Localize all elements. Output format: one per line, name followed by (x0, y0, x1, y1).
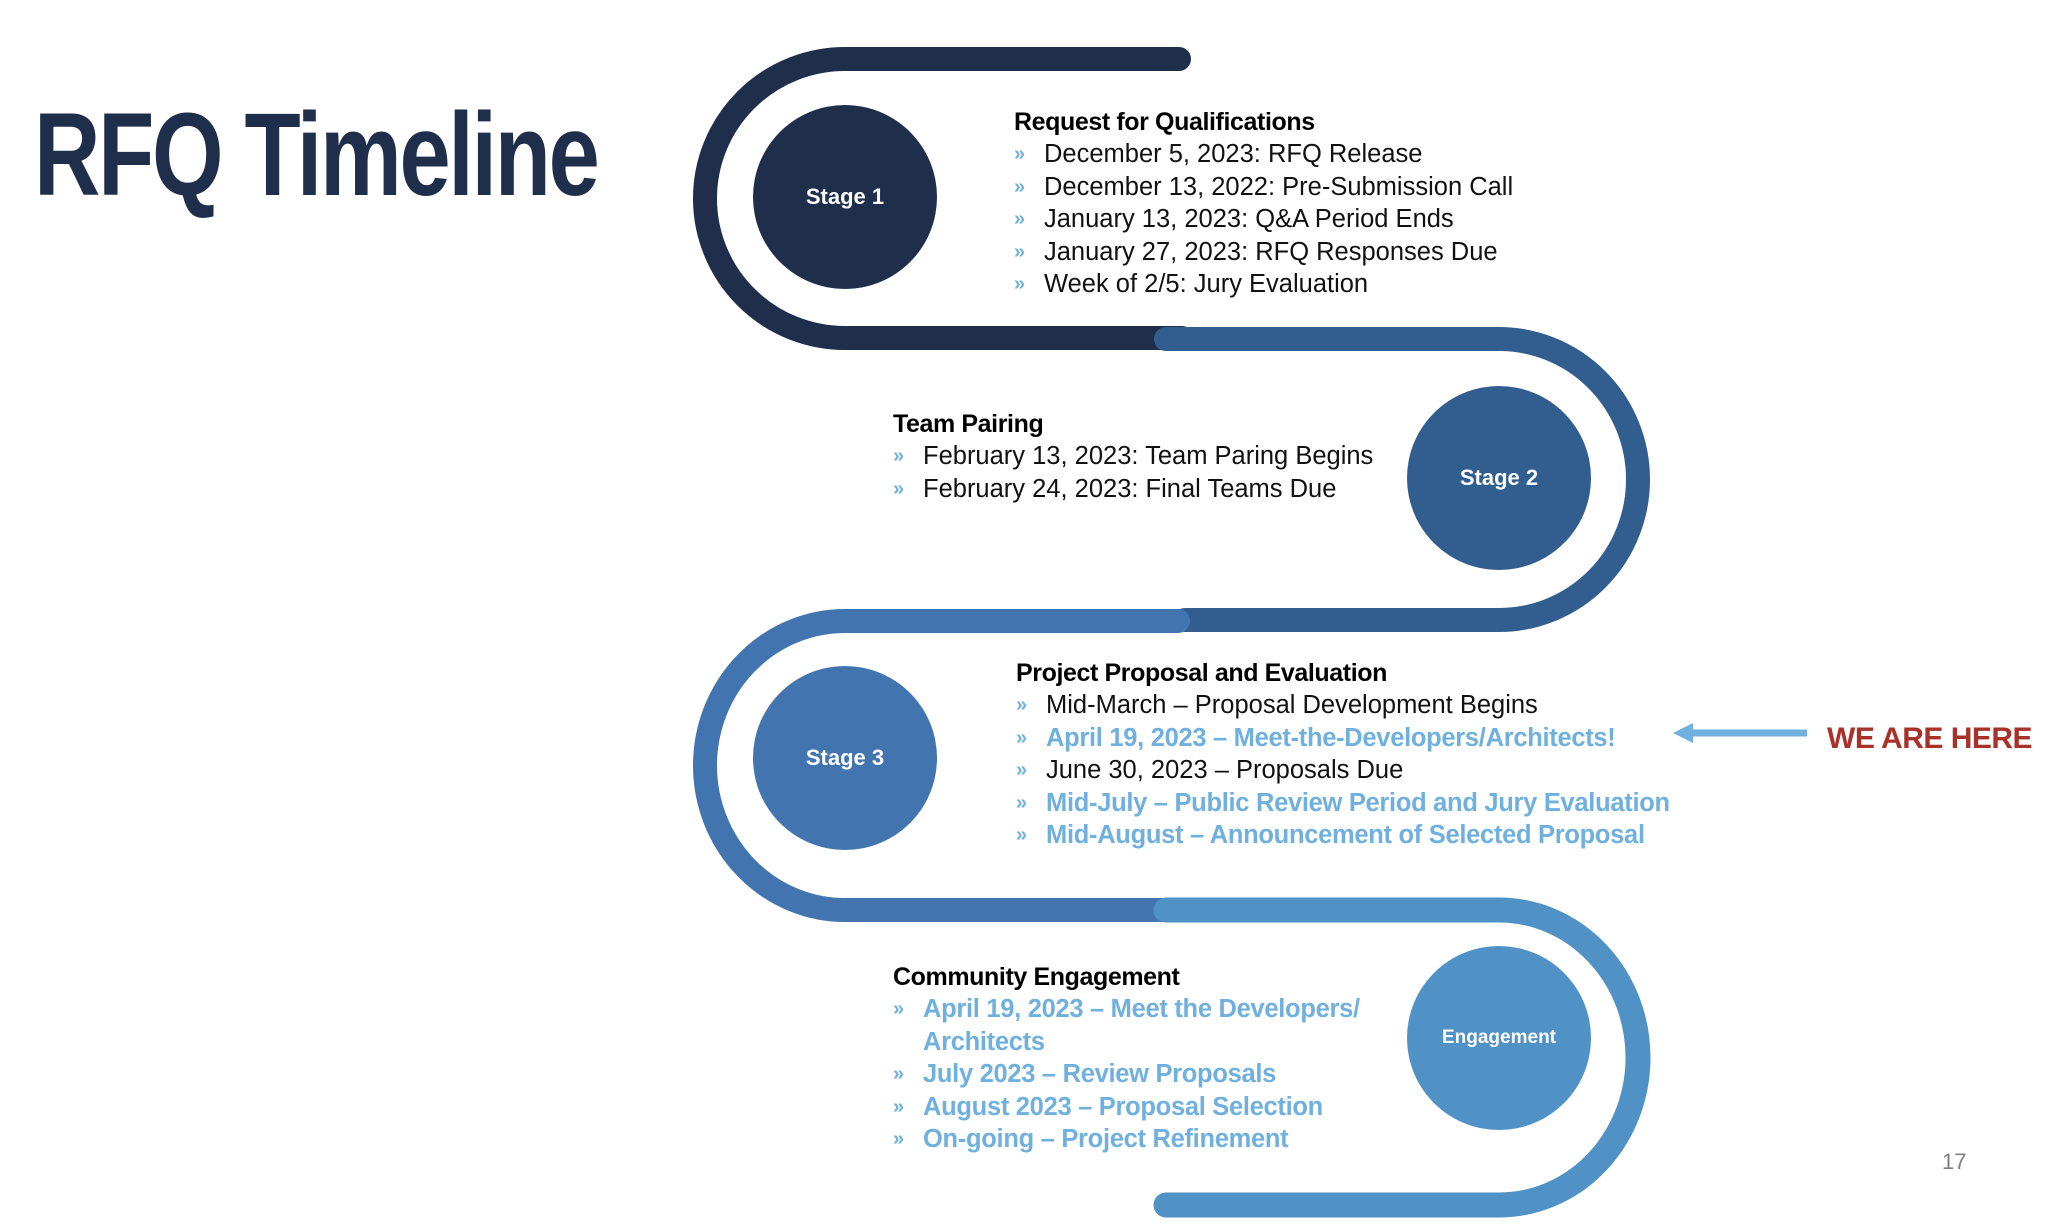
list-item: » January 13, 2023: Q&A Period Ends (1014, 203, 1513, 236)
list-item: » January 27, 2023: RFQ Responses Due (1014, 236, 1513, 269)
slide-title: RFQ Timeline (34, 89, 598, 221)
left-arrow-icon (1673, 722, 1809, 744)
stage-1-details (1014, 106, 1513, 301)
we-are-here-label: WE ARE HERE (1827, 722, 2033, 755)
engagement-label: Engagement (1441, 1027, 1557, 1048)
list-item-highlighted: » On-going – Project Refinement (893, 1123, 1360, 1156)
bullet-chevron-icon: » (893, 1063, 904, 1085)
bullet-chevron-icon: » (1016, 694, 1028, 716)
bullet-chevron-icon: » (893, 445, 905, 467)
list-item: » June 30, 2023 – Proposals Due (1016, 754, 1670, 787)
bullet-chevron-icon: » (1014, 175, 1026, 198)
bullet-chevron-icon: » (893, 998, 904, 1020)
stage-2-heading: Team Pairing (893, 410, 1044, 438)
engagement-details (893, 961, 1360, 1156)
bullet-chevron-icon: » (1014, 273, 1026, 295)
list-item-highlighted: » August 2023 – Proposal Selection (893, 1091, 1360, 1124)
stage-1-circle (753, 105, 937, 289)
list-item-highlighted: » July 2023 – Review Proposals (893, 1058, 1360, 1091)
stage-2-details (893, 408, 1373, 505)
bullet-chevron-icon: » (1016, 824, 1027, 846)
page-number: 17 (1942, 1149, 1967, 1174)
list-item-highlighted: » April 19, 2023 – Meet-the-Developers/Architects! (1016, 722, 1670, 755)
stage-2-circle (1407, 386, 1591, 570)
bullet-chevron-icon: » (1014, 143, 1026, 165)
bullet-chevron-icon: » (1014, 208, 1026, 230)
stage-3-heading: Project Proposal and Evaluation (1016, 659, 1388, 687)
stage-1-label: Stage 1 (805, 184, 885, 209)
list-item: » December 13, 2022: Pre-Submission Call (1014, 171, 1513, 204)
stage-3-details (1016, 657, 1670, 852)
stage-3-label: Stage 3 (805, 745, 885, 770)
engagement-heading: Community Engagement (893, 963, 1180, 991)
list-item-highlighted: » Mid-August – Announcement of Selected Proposal (1016, 819, 1670, 852)
list-item-highlighted: » Mid-July – Public Review Period and Jury Evaluation (1016, 787, 1670, 820)
list-item: » December 5, 2023: RFQ Release (1014, 138, 1513, 171)
bullet-chevron-icon: » (1016, 726, 1027, 749)
bullet-chevron-icon: » (893, 1095, 904, 1118)
stage-1-list (1014, 138, 1513, 301)
bullet-chevron-icon: » (893, 1128, 904, 1150)
bullet-chevron-icon: » (893, 477, 905, 500)
stage-2-list (893, 440, 1373, 505)
list-item: » February 24, 2023: Final Teams Due (893, 473, 1373, 506)
bullet-chevron-icon: » (1016, 791, 1027, 814)
list-item: » Week of 2/5: Jury Evaluation (1014, 268, 1513, 301)
engagement-list (893, 993, 1360, 1156)
list-item-highlighted: » April 19, 2023 – Meet the Developers/ Architects (893, 995, 1360, 1056)
bullet-chevron-icon: » (1014, 240, 1026, 263)
bullet-chevron-icon: » (1016, 759, 1028, 781)
engagement-circle (1407, 946, 1591, 1130)
stage-3-list (1016, 689, 1670, 852)
stage-3-circle (753, 666, 937, 850)
list-item: » February 13, 2023: Team Paring Begins (893, 440, 1373, 473)
stage-2-label: Stage 2 (1459, 465, 1539, 490)
list-item: » Mid-March – Proposal Development Begins (1016, 689, 1670, 722)
stage-1-heading: Request for Qualifications (1014, 108, 1315, 136)
